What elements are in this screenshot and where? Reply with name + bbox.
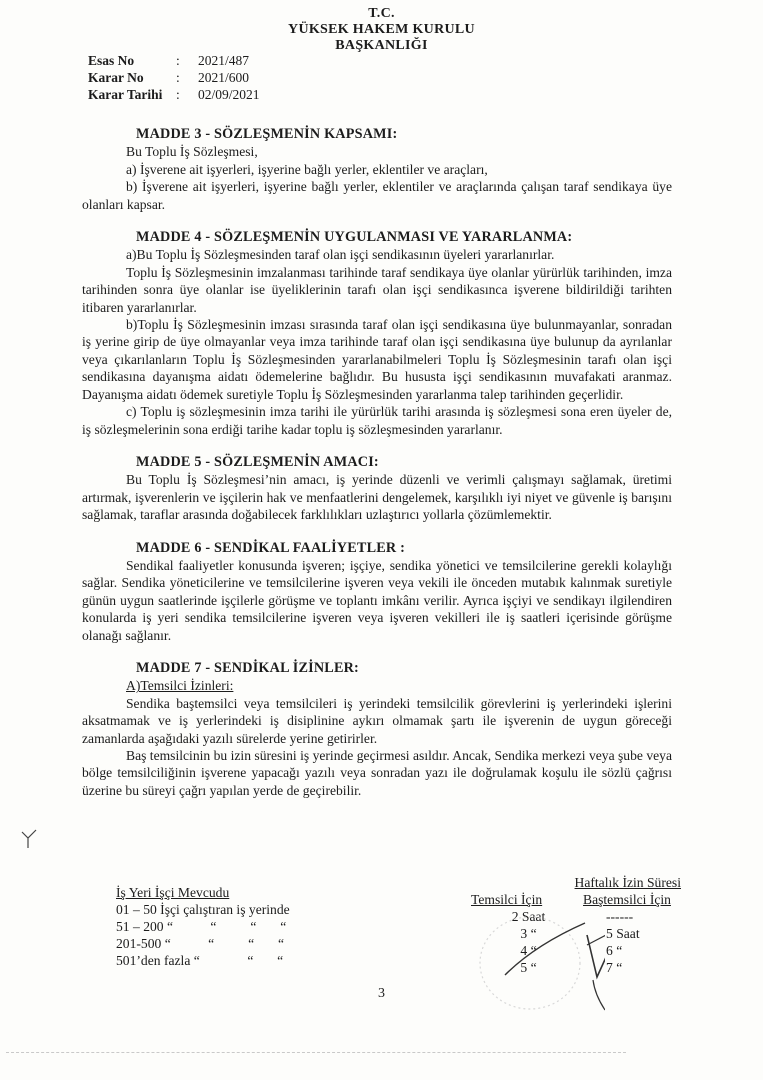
colon: : xyxy=(176,70,180,85)
esas-value: 2021/487 xyxy=(198,53,250,68)
paragraph: a)Bu Toplu İş Sözleşmesinden taraf olan işçi sendikasının üyeleri yararlanırlar. xyxy=(126,247,555,263)
karar-row xyxy=(88,69,260,86)
header-department: BAŞKANLIĞI xyxy=(335,38,428,53)
tarih-label: Karar Tarihi xyxy=(88,87,163,102)
article-3 xyxy=(82,126,672,213)
karar-value: 2021/600 xyxy=(198,70,250,85)
paragraph: a) İşverene ait işyerleri, işyerine bağlı yerler, eklentiler ve araçları, xyxy=(126,161,488,177)
paragraph: Toplu İş Sözleşmesinin imzalanması tarihinde taraf sendikaya üye olanlar yürürlük tarihinden, imza tarihinden sonra üye olanlar ise üyeliklerinin tarafı olan işçi sendikasınca işverene bildirildiği tarihten itibaren yararlanırlar. xyxy=(82,264,672,315)
tarih-row xyxy=(88,86,260,103)
workforce-column xyxy=(116,884,366,969)
representative-value: 3 “ xyxy=(520,926,537,941)
article-5 xyxy=(82,454,672,524)
paragraph: b) İşverene ait işyerleri, işyerine bağlı yerler, eklentiler ve araçlarında çalışan taraf sendikaya üye olanları kapsar. xyxy=(82,179,672,212)
paragraph: c) Toplu iş sözleşmesinin imza tarihi ile yürürlük tarihi arasında iş sözleşmesi sona eren üyeler de, iş sözleşmelerinin sona erdiği tarihe kadar toplu iş sözleşmesinden yararlanır. xyxy=(82,404,672,437)
colon: : xyxy=(176,87,180,102)
page-number: 3 xyxy=(378,986,385,1001)
tarih-value: 02/09/2021 xyxy=(198,87,260,102)
article-title: MADDE 5 - SÖZLEŞMENİN AMACI: xyxy=(136,453,379,470)
document-header xyxy=(0,6,763,54)
chief-value: 7 “ xyxy=(606,960,623,975)
article-title: MADDE 3 - SÖZLEŞMENİN KAPSAMI: xyxy=(136,126,398,142)
header-institution: YÜKSEK HAKEM KURULU xyxy=(288,22,475,37)
article-title: MADDE 7 - SENDİKAL İZİNLER: xyxy=(136,659,359,676)
margin-checkmark-icon xyxy=(18,826,42,852)
paragraph: Sendikal faaliyetler konusunda işveren; işçiye, sendika yönetici ve temsilcilerine gerekli kolaylığı sağlar. Sendika yöneticilerine ve temsilcilerine işveren veya vekili ile önceden mutabık kalınmak suretiyle günün uygun saatlerinde işçilerle görüşme ve toplantı imkânı verilir. Ayrıca işçiyi ve sendikayı ilgilendiren konularda iş yeri sendika temsilcilerine işveren veya işveren vekilleri ile iş saatleri içerisinde görüşme olanağı sağlanır. xyxy=(82,557,672,643)
representative-value: 5 “ xyxy=(520,960,537,975)
workforce-row: 501’den fazla “ “ “ xyxy=(116,953,284,968)
article-6 xyxy=(82,540,672,644)
esas-label: Esas No xyxy=(88,53,135,68)
document-body xyxy=(82,126,672,799)
subsection-title: A)Temsilci İzinleri: xyxy=(126,678,234,694)
chief-value: ------ xyxy=(606,909,634,924)
header-tc: T.C. xyxy=(368,6,395,21)
bottom-divider xyxy=(6,1052,626,1053)
paragraph: Bu Toplu İş Sözleşmesi, xyxy=(126,144,258,160)
representative-value: 2 Saat xyxy=(511,909,546,924)
article-7 xyxy=(82,660,672,799)
case-meta xyxy=(88,52,260,103)
karar-label: Karar No xyxy=(88,70,144,85)
representative-value: 4 “ xyxy=(520,943,537,958)
representative-header: Temsilci İçin xyxy=(471,892,543,907)
workforce-row: 201-500 “ “ “ “ xyxy=(116,936,284,951)
workforce-row: 51 – 200 “ “ “ “ xyxy=(116,919,287,934)
chief-representative-header: Baştemsilci İçin xyxy=(583,892,671,907)
article-title: MADDE 4 - SÖZLEŞMENİN UYGULANMASI VE YARARLANMA: xyxy=(136,229,573,246)
chief-value: 5 Saat xyxy=(606,926,640,941)
colon: : xyxy=(176,53,180,68)
paragraph: Sendika baştemsilci veya temsilcileri iş yerindeki temsilcilik görevlerini iş yerlerindeki işlerini aksatmamak ve iş yerlerindeki iş disiplinine aykırı olmamak şartı ile işverenin de uygun göreceği zamanlarda aşağıdaki yazılı sürelerde yerine getirirler. xyxy=(82,695,672,746)
paragraph: Bu Toplu İş Sözleşmesi’nin amacı, iş yerinde düzenli ve verimli çalışmayı sağlamak, üretimi artırmak, işverenlerin ve işçilerin hak ve menfaatlerini dengelemek, karşılıklı iyi niyet ve güvenle iş barışını sağlamak, taraflar arasında doğabilecek farklılıkları uzlaştırıcı yollarla çözümlemektir. xyxy=(82,472,672,523)
article-title: MADDE 6 - SENDİKAL FAALİYETLER : xyxy=(136,539,406,556)
weekly-leave-header: Haftalık İzin Süresi xyxy=(574,875,681,890)
workforce-header: İş Yeri İşçi Mevcudu xyxy=(116,885,230,900)
paragraph: Baş temsilcinin bu izin süresini iş yerinde geçirmesi asıldır. Ancak, Sendika merkezi veya şube veya bölge temsilciliğinin işverene yapacağı yazılı veya sonradan yazı ile doğrulamak koşulu ile sözlü çağrısı üzerine bu süreyi çağrı yapılan yerde de geçirebilir. xyxy=(82,748,672,798)
paragraph: b)Toplu İş Sözleşmesinin imzası sırasında taraf olan işçi sendikasına üye bulunmayanlar, sonradan iş yerine girip de üye olmayanlar veya imza tarihinde taraf olan işçi sendikasına üye bulunup da ayrılanlar veya çıkarılanların Toplu İş Sözleşmesinden yararlanabilmeleri Toplu İş Sözleşmesinin tarafı olan işçi sendikasına dayanışma aidatı ödemelerine bağlıdır. Bu hususta işçi sendikasının muvafakati aranmaz. Dayanışma aidatı ödemek suretiyle Toplu İş Sözleşmesinden yararlanma talep tarihinden geçerlidir. xyxy=(82,317,672,402)
chief-value: 6 “ xyxy=(606,943,623,958)
esas-row xyxy=(88,52,260,69)
article-4 xyxy=(82,229,672,438)
workforce-row: 01 – 50 İşçi çalıştıran iş yerinde xyxy=(116,902,290,917)
